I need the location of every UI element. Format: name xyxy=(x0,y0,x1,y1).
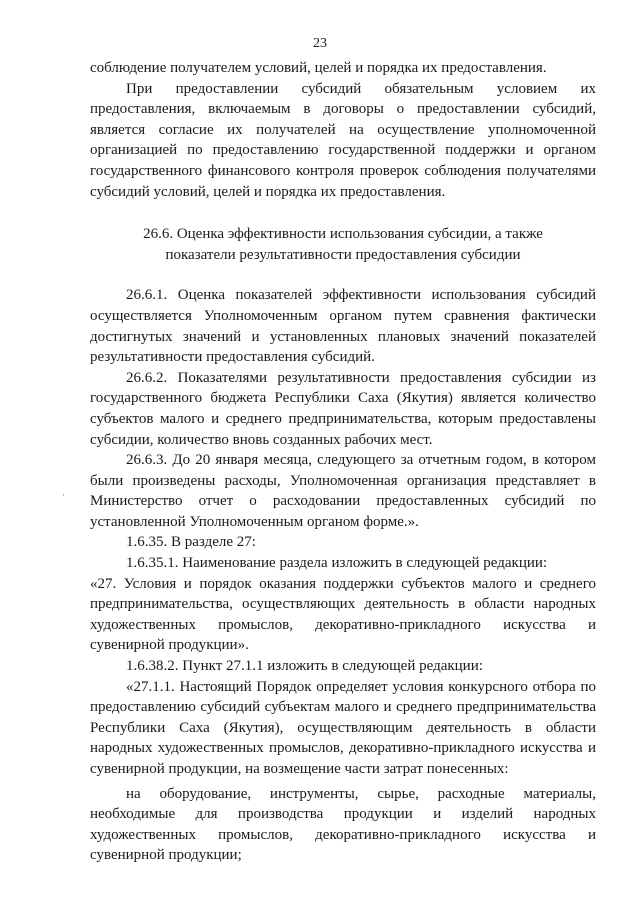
paragraph-27-1-1: «27.1.1. Настоящий Порядок определяет условия конкурсного отбора по предоставлению субсидий субъектам малого и среднего предпринимательства Республики Саха (Якутия), осуществляющим деятельность в области народных художественных промыслов, декоративно-прикладного искусства и сувенирной продукции, на возмещение части затрат понесенных: xyxy=(90,678,596,777)
section-heading-line-1: 26.6. Оценка эффективности использования субсидии, а также xyxy=(143,226,543,243)
page-number: 23 xyxy=(313,36,327,51)
intro-line: соблюдение получателем условий, целей и порядка их предоставления. xyxy=(90,60,547,76)
paragraph-26-6-3: 26.6.3. До 20 января месяца, следующего за отчетным годом, в котором были произведены расходы, Уполномоченная организация представляет в Министерство отчет о расходовании предоставленных субсидий по установленной Уполномоченным органом форме.». xyxy=(90,452,596,530)
spacer xyxy=(90,202,596,224)
paragraph-26-6-1: 26.6.1. Оценка показателей эффективности использования субсидий осуществляется Уполномоченным органом путем сравнения фактически достигнутых значений и установленных плановых значений показателей результативности предоставления субсидий. xyxy=(90,287,596,366)
intro-paragraph: При предоставлении субсидий обязательным условием их предоставления, включаемым в договоры о предоставлении субсидий, является согласие их получателей на осуществление уполномоченной организацией по предоставлению государственной поддержки и органом государственного финансового контроля проверок соблюдения получателями субсидий условий, целей и порядка их предоставления. xyxy=(90,80,596,200)
paragraph-1-6-35-1: 1.6.35.1. Наименование раздела изложить в следующей редакции: xyxy=(126,555,548,572)
paragraph-1-6-35: 1.6.35. В разделе 27: xyxy=(126,534,256,551)
margin-dot: · xyxy=(62,490,65,500)
paragraph-section-27-title: «27. Условия и порядок оказания поддержки субъектов малого и среднего предпринимательства, осуществляющих деятельность в области народных художественных промыслов, декоративно-прикладного искусства и сувенирной продукции». xyxy=(90,575,596,654)
paragraph-equipment: на оборудование, инструменты, сырье, расходные материалы, необходимые для производства продукции и изделий народных художественных промыслов, декоративно-прикладного искусства и сувенирной продукции; xyxy=(90,785,596,864)
paragraph-1-6-38-2: 1.6.38.2. Пункт 27.1.1 изложить в следующей редакции: xyxy=(126,658,483,675)
spacer xyxy=(90,265,596,285)
section-heading-line-2: показатели результативности предоставления субсидии xyxy=(165,246,521,263)
paragraph-26-6-2: 26.6.2. Показателями результативности предоставления субсидии из государственного бюджета Республики Саха (Якутия) является количество субъектов малого и среднего предпринимательства, которым предоставлены субсидии, количество вновь созданных рабочих мест. xyxy=(90,369,596,448)
document-body xyxy=(90,58,596,866)
